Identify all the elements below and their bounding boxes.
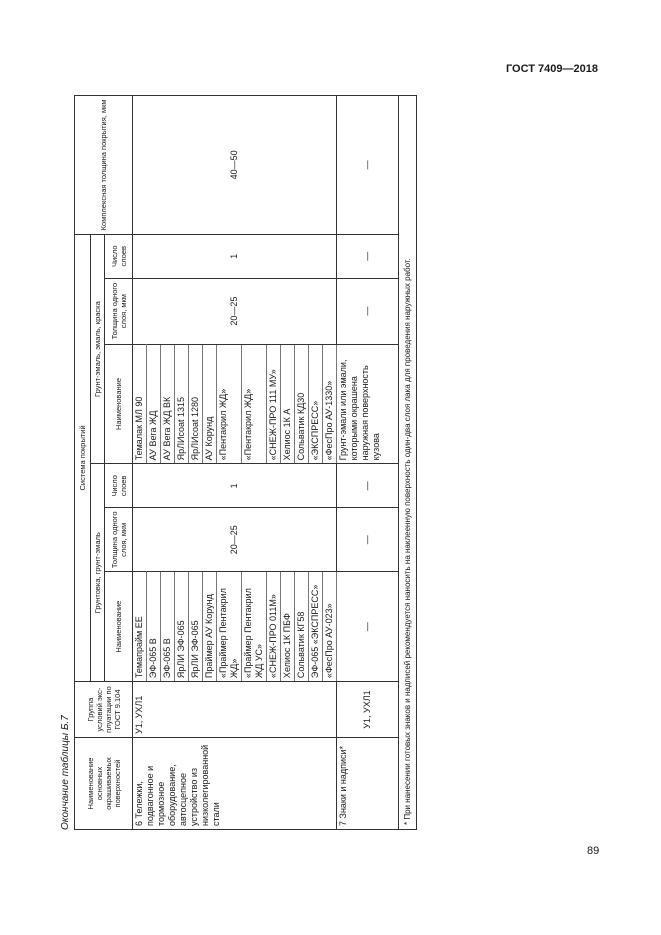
col-header-primer-thickness: Толщина одного слоя, мкм	[105, 508, 133, 572]
row6-enamel-layers: 1	[133, 234, 337, 278]
row7-enamel-layers: —	[337, 234, 399, 278]
primer-name: Хелиос 1К ПБФ	[281, 572, 295, 682]
table-caption: Окончание таблицы Б.7	[60, 715, 71, 830]
row6-surface: 6 Тележки, подвагонное и тормозное оборудование, автосцепное устройство из низколегированной стали	[133, 738, 337, 830]
primer-name: ЯрЛИ ЭФ-065	[175, 572, 189, 682]
primer-name: Темапрайм ЕЕ	[133, 572, 147, 682]
enamel-name: «Пентакрил ЖД»	[217, 344, 242, 464]
row6-primer-thickness: 20—25	[133, 508, 337, 572]
primer-name: ЭФ-065 В	[161, 572, 175, 682]
col-header-enamel-thickness: Толщина одного слоя, мкм	[105, 278, 133, 344]
enamel-name: «ЭКСПРЕСС»	[309, 344, 323, 464]
row7-enamel-thickness: —	[337, 278, 399, 344]
col-header-group: Группа условий экс-плуатации по ГОСТ 9.104	[75, 682, 133, 738]
row6-enamel-thickness: 20—25	[133, 278, 337, 344]
enamel-name: «Пентакрил ЖД»	[242, 344, 267, 464]
enamel-name: ЯрЛИcoat 1280	[189, 344, 203, 464]
enamel-name: Сольватик КД30	[295, 344, 309, 464]
primer-name: «Праймер Пентакрил ЖД»	[217, 572, 242, 682]
row-6-body	[133, 96, 337, 830]
row7-primer-layers: —	[337, 464, 399, 508]
enamel-name: ЯрЛИcoat 1315	[175, 344, 189, 464]
row7-total: —	[337, 96, 399, 235]
row6-total: 40—50	[133, 96, 337, 235]
enamel-name: Темалак МЛ 90	[133, 344, 147, 464]
col-header-primer-layers: Число слоев	[105, 464, 133, 508]
col-header-system: Система покрытий	[75, 234, 91, 681]
row7-primer-thickness: —	[337, 508, 399, 572]
page-number: 89	[587, 845, 600, 857]
row7-enamel: Грунт-эмали или эмали, которыми окрашена наружная поверхность кузова	[337, 344, 399, 464]
col-header-enamel-group: Грунт-эмаль, эмаль, краска	[91, 234, 105, 464]
primer-name: ЭФ-065 «ЭКСПРЕСС»	[309, 572, 323, 682]
col-header-total: Комплексная толщина покрытия, мкм	[75, 96, 133, 235]
enamel-name: АУ Корунд	[203, 344, 217, 464]
col-header-primer-name: Наименование	[105, 572, 133, 682]
row6-primer-layers: 1	[133, 464, 337, 508]
col-header-surfaces: Наименование основных окрашиваемых поверхностей	[75, 738, 133, 830]
enamel-name: «ФесПро АУ-1330»	[323, 344, 337, 464]
enamel-name: АУ Вега ЖД	[147, 344, 161, 464]
col-header-primer-group: Грунтовка, грунт-эмаль	[91, 464, 105, 682]
row6-group: У1, УХЛ1	[133, 682, 337, 738]
rotated-table-block	[60, 95, 520, 830]
coating-systems-table	[74, 95, 417, 830]
col-header-enamel-layers: Число слоев	[105, 234, 133, 278]
primer-name: «СНЕЖ-ПРО 011М»	[267, 572, 281, 682]
primer-name: ЯрЛИ ЭФ-065	[189, 572, 203, 682]
row7-group: У1, УХЛ1	[337, 682, 399, 738]
enamel-name: Хелиос 1К А	[281, 344, 295, 464]
table-footnote: * При нанесении готовых знаков и надписей рекомендуется наносить на наклеенную поверхность один-два слоя лака для проведения наружных работ.	[399, 96, 417, 830]
col-header-enamel-name: Наименование	[105, 344, 133, 464]
enamel-name: АУ Вега ЖД ВК	[161, 344, 175, 464]
row7-surface: 7 Знаки и надписи*	[337, 738, 399, 830]
primer-name: Праймер АУ Корунд	[203, 572, 217, 682]
primer-name: «Праймер Пентакрил ЖД УС»	[242, 572, 267, 682]
primer-name: ЭФ-065 В	[147, 572, 161, 682]
table-row-7	[337, 96, 399, 830]
primer-name: «ФесПро АУ-023»	[323, 572, 337, 682]
row7-primer: —	[337, 572, 399, 682]
primer-name: Сольватик КГ58	[295, 572, 309, 682]
enamel-name: «СНЕЖ-ПРО 111 МУ»	[267, 344, 281, 464]
standard-number: ГОСТ 7409—2018	[505, 63, 598, 75]
table-row	[133, 96, 147, 830]
